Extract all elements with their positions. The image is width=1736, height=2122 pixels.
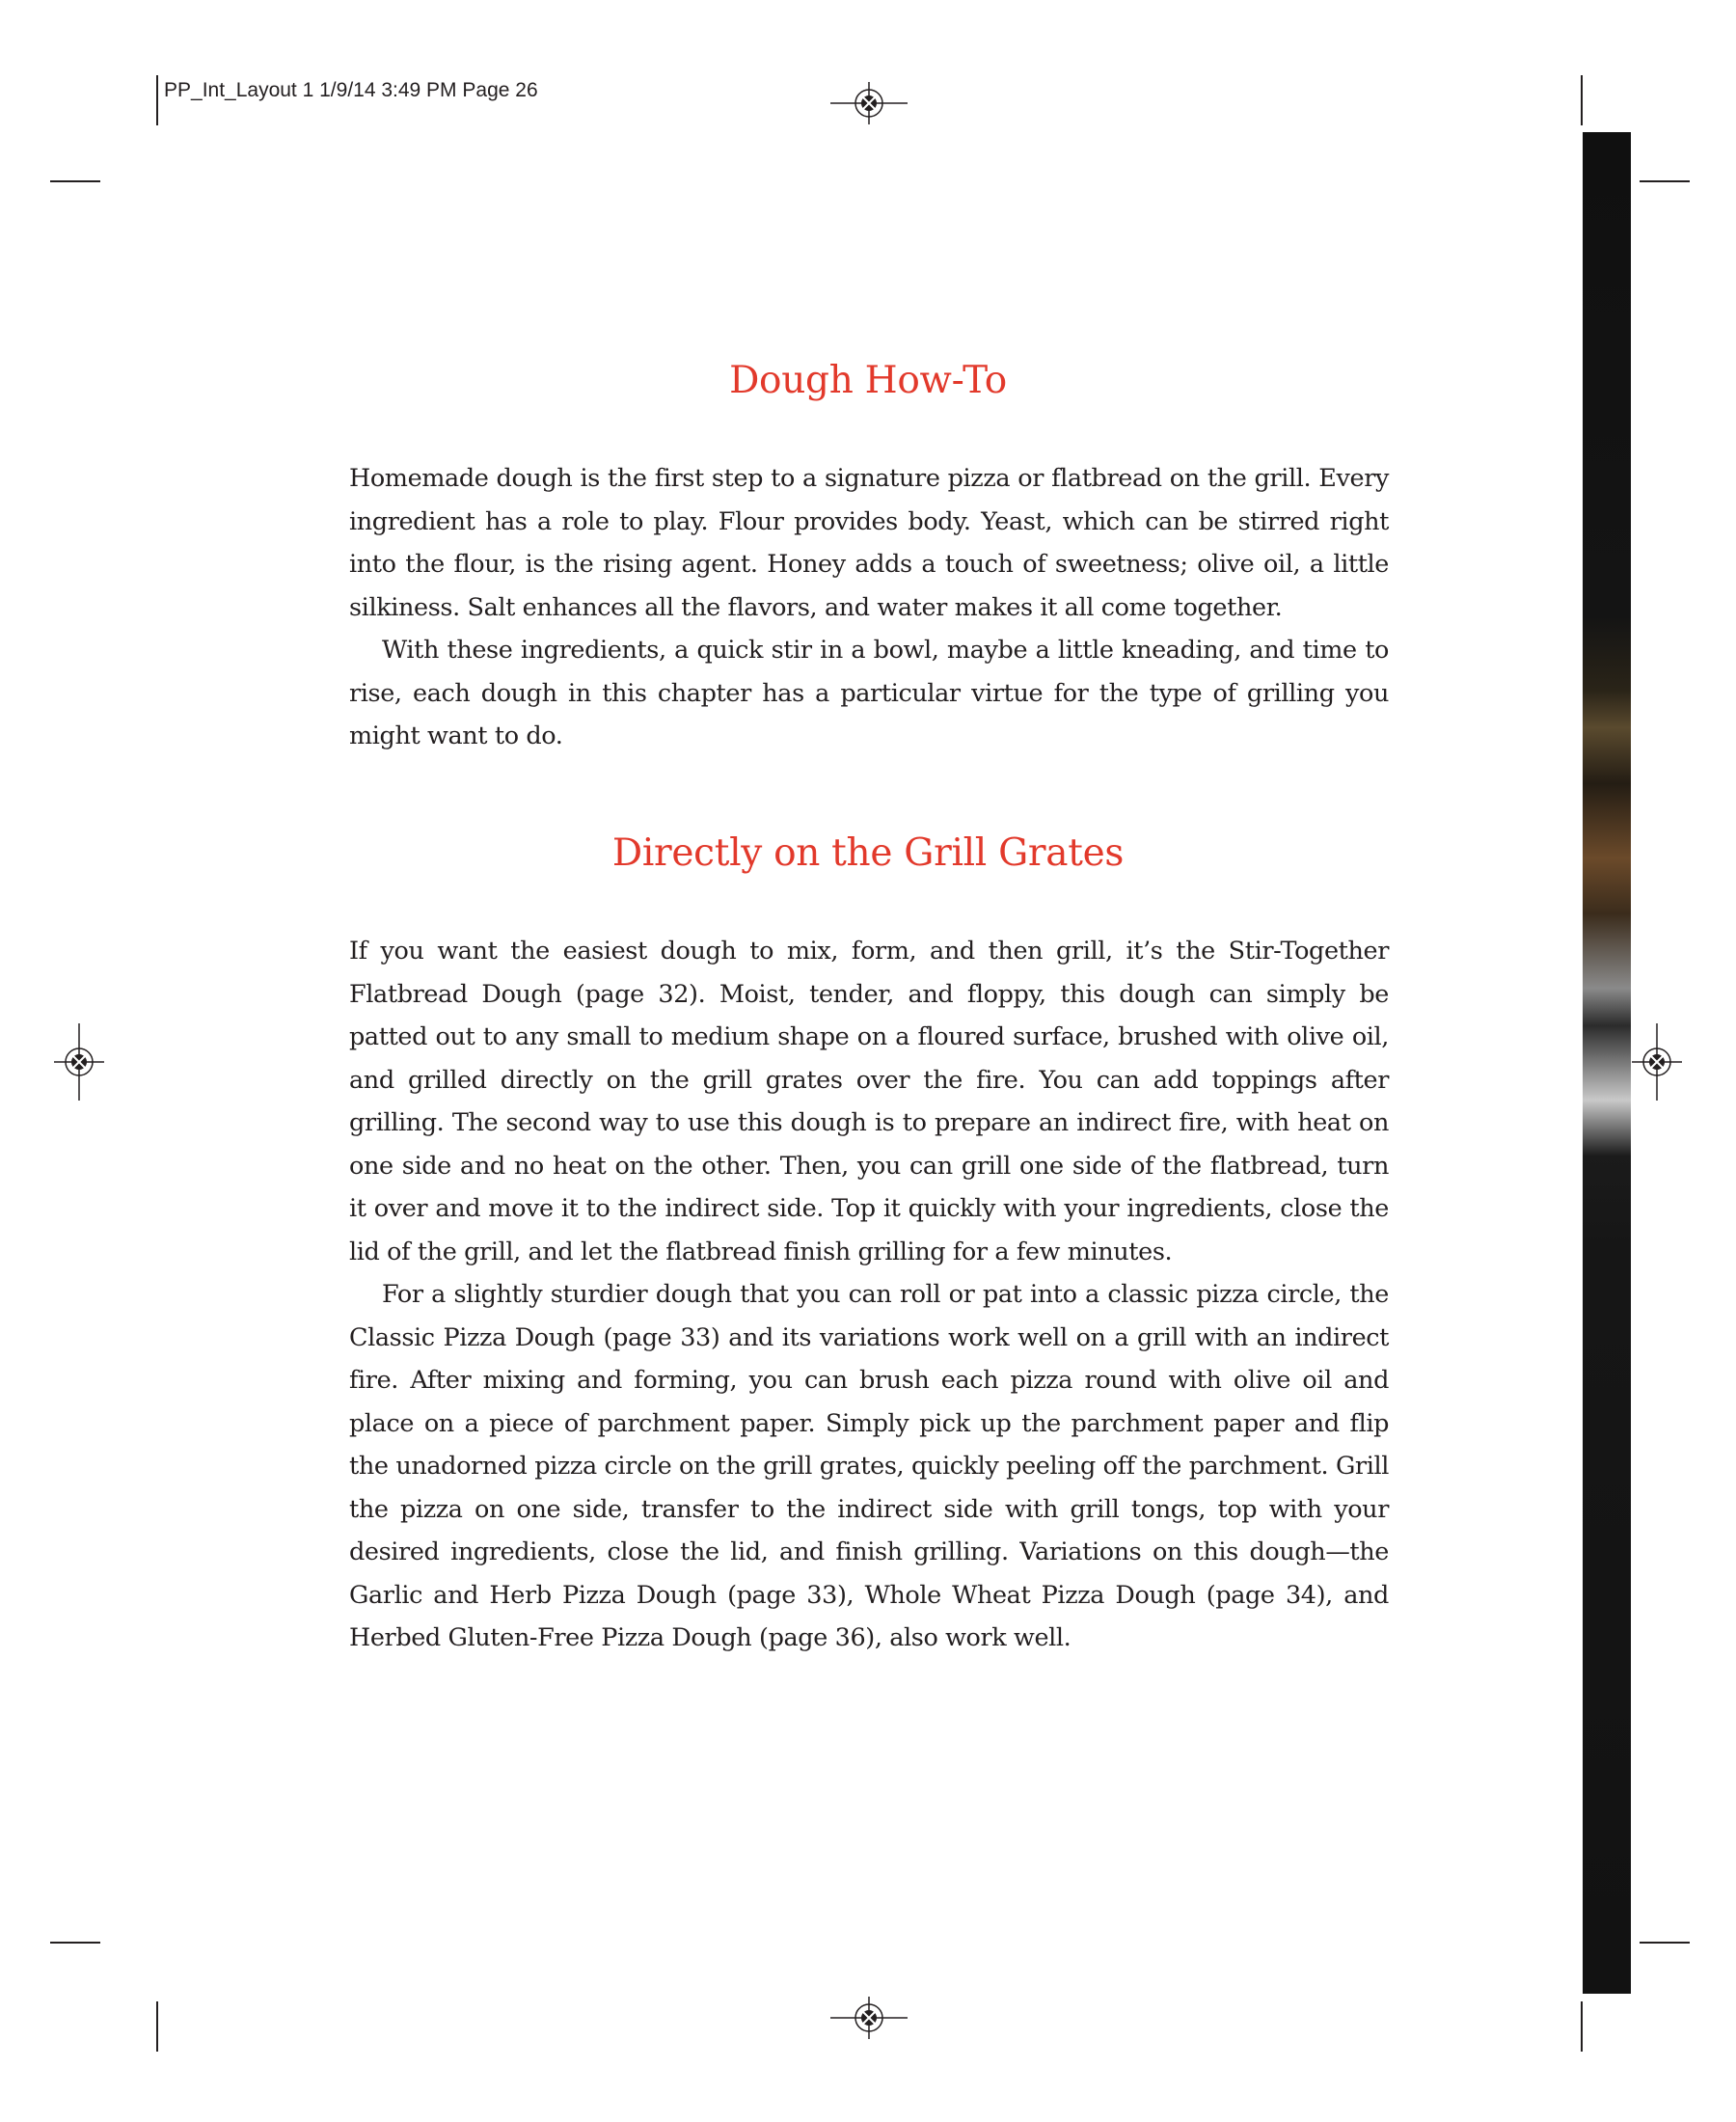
crop-mark-top-left-vertical — [156, 75, 158, 125]
registration-mark-bottom-icon — [830, 1979, 908, 2056]
registration-mark-top-icon — [830, 65, 908, 142]
paragraph: Homemade dough is the first step to a signature pizza or flatbread on the grill. Every ingredient has a role to play. Flour provides body. Yeast, which can be stirred right into the flour, is the rising agent. Honey adds a touch of sweetness; olive oil, a little silkiness. Salt enhances all the flavors, and water makes it all come together. — [349, 464, 1389, 622]
crop-mark-bottom-right-vertical — [1581, 2001, 1583, 2052]
paragraph: For a slightly sturdier dough that you can roll or pat into a classic pizza circle, the Classic Pizza Dough (page 33) and its variations work well on a grill with an indirect fire. After mixing and forming, you can brush each pizza round with olive oil and place on a piece of parchment paper. Simply pick up the parchment paper and flip the unadorned pizza circle on the grill grates, quickly peeling off the parchment. Grill the pizza on one side, transfer to the indirect side with grill tongs, top with your desired ingredients, close the lid, and finish grilling. Variations on this dough—the Garlic and Herb Pizza Dough (page 33), Whole Wheat Pizza Dough (page 34), and Herbed Gluten-Free Pizza Dough (page 36), also work well. — [349, 1280, 1389, 1652]
registration-mark-left-icon — [41, 1023, 118, 1101]
section-body-directly-on-grill-grates — [349, 930, 1389, 1660]
section-body-dough-how-to — [349, 457, 1389, 758]
crop-mark-bottom-left-horizontal — [50, 1942, 100, 1944]
slug-line: PP_Int_Layout 1 1/9/14 3:49 PM Page 26 — [164, 79, 538, 101]
crop-mark-top-right-vertical — [1581, 75, 1583, 125]
photo-bleed-strip — [1583, 132, 1631, 1994]
section-heading-dough-how-to: Dough How-To — [729, 359, 1007, 402]
crop-mark-top-left-horizontal — [50, 180, 100, 182]
crop-mark-top-right-horizontal — [1640, 180, 1690, 182]
crop-mark-bottom-right-horizontal — [1640, 1942, 1690, 1944]
section-heading-directly-on-grill-grates: Directly on the Grill Grates — [611, 831, 1125, 875]
paragraph: With these ingredients, a quick stir in a bowl, maybe a little kneading, and time to rise, each dough in this chapter has a particular virtue for the type of grilling you might want to do. — [349, 636, 1389, 750]
crop-mark-bottom-left-vertical — [156, 2001, 158, 2052]
paragraph: If you want the easiest dough to mix, form, and then grill, it’s the Stir-Together Flatbread Dough (page 32). Moist, tender, and floppy, this dough can simply be patted out to any small to medium shape on a floured surface, brushed with olive oil, and grilled directly on the grill grates over the fire. You can add toppings after grilling. The second way to use this dough is to prepare an indirect fire, with heat on one side and no heat on the other. Then, you can grill one side of the flatbread, turn it over and move it to the indirect side. Top it quickly with your ingredients, close the lid of the grill, and let the flatbread finish grilling for a few minutes. — [349, 937, 1389, 1266]
